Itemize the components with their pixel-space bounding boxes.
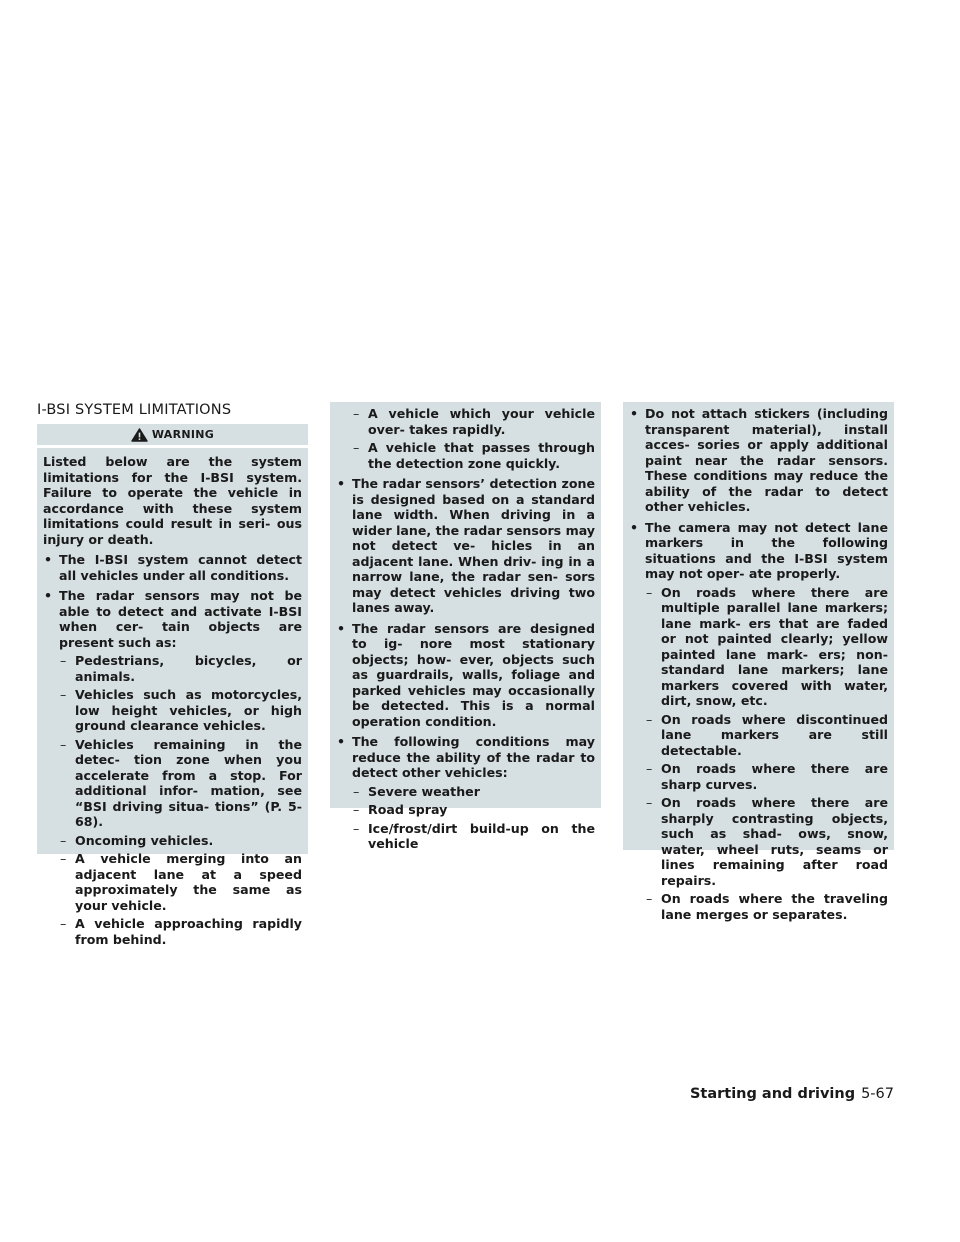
sub-list-item [43, 833, 302, 849]
sub-list-item [43, 851, 302, 913]
bullet-mark: • [44, 588, 53, 603]
sub-list-item [336, 821, 595, 852]
list-item [336, 734, 595, 781]
bullet-mark: • [337, 734, 346, 749]
sub-list-item-text: On roads where the traveling lane merges or separates. [661, 891, 888, 922]
sub-list-item [43, 687, 302, 734]
dash-mark: – [646, 711, 653, 727]
section-title: I-BSI SYSTEM LIMITATIONS [37, 402, 232, 418]
list-item [629, 406, 888, 515]
sub-list-item-text: On roads where discontinued lane markers are still detectable. [661, 711, 888, 758]
list-item [43, 588, 302, 650]
dash-mark: – [60, 916, 67, 931]
dash-mark: – [353, 406, 360, 421]
sub-list-item [336, 406, 595, 437]
sub-list-item-text: Road spray [368, 802, 448, 817]
dash-mark: – [353, 440, 360, 455]
warning-box-column-2 [330, 402, 601, 851]
sub-list-item [629, 761, 888, 792]
list-item [336, 476, 595, 616]
sub-list-item-text: A vehicle merging into an adjacent lane at a speed approximately the same as your vehicle. [75, 851, 302, 913]
bullet-mark: • [630, 519, 639, 535]
dash-mark: – [646, 891, 653, 906]
sub-list-item-text: A vehicle which your vehicle over- takes rapidly. [368, 406, 595, 437]
bullet-mark: • [630, 406, 639, 421]
dash-mark: – [353, 820, 360, 836]
list-item-text: The following conditions may reduce the ability of the radar to detect other vehicles: [352, 734, 595, 780]
sub-list-item [336, 440, 595, 471]
sub-list-item-text: Oncoming vehicles. [75, 832, 214, 848]
dash-mark: – [60, 832, 67, 848]
dash-mark: – [60, 653, 67, 668]
sub-list-item-text: Severe weather [368, 783, 480, 799]
warning-box-column-3 [623, 402, 894, 922]
list-item-text: The radar sensors are designed to ig- nore most stationary objects; how- ever, objects such as guardrails, walls, foliage and parked vehicles may occasionally be detected. This is a normal operation condition. [352, 620, 595, 729]
bullet-mark: • [44, 552, 53, 567]
sub-list-item-text: On roads where there are sharply contrasting objects, such as shad- ows, snow, water, wheel ruts, seams or lines remaining after road repairs. [661, 795, 888, 888]
list-item-text: The radar sensors may not be able to detect and activate I-BSI when cer- tain objects are present such as: [59, 588, 302, 650]
sub-list-item-text: On roads where there are multiple parallel lane markers; lane mark- ers that are faded or not painted clearly; yellow painted lane mark- ers; non-standard lane markers; lane markers covered with water, dirt, snow, etc. [661, 584, 888, 708]
dash-mark: – [353, 783, 360, 799]
sub-list-item [336, 802, 595, 818]
dash-mark: – [646, 584, 653, 600]
sub-list-item [43, 653, 302, 684]
list-item-text: Do not attach stickers (including transparent material), install acces- sories or apply additional paint near the radar sensors. These conditions may reduce the ability of the radar to detect other vehicles. [645, 406, 888, 514]
sub-list-item [629, 712, 888, 759]
dash-mark: – [60, 851, 67, 866]
sub-list-item-text: Vehicles remaining in the detec- tion zone when you accelerate from a stop. For additional infor- mation, see “BSI driving situa- tions” (P. 5-68). [75, 736, 302, 829]
sub-list-item [629, 585, 888, 709]
dash-mark: – [353, 802, 360, 817]
warning-box-column-1 [37, 424, 308, 947]
sub-list-item-text: Vehicles such as motorcycles, low height vehicles, or high ground clearance vehicles. [75, 687, 302, 733]
sub-list-item [43, 737, 302, 830]
dash-mark: – [60, 736, 67, 752]
list-item [336, 621, 595, 730]
sub-list-item-text: Ice/frost/dirt build-up on the vehicle [368, 820, 595, 851]
sub-list-item-text: Pedestrians, bicycles, or animals. [75, 653, 302, 684]
sub-list-item [629, 795, 888, 888]
list-item-text: The camera may not detect lane markers in the following situations and the I-BSI system may not oper- ate properly. [645, 519, 888, 581]
page-footer [690, 1086, 894, 1102]
footer-section-name: Starting and driving [689, 1086, 856, 1102]
sub-list-item [629, 891, 888, 922]
warning-intro: Listed below are the system limitations for the I-BSI system. Failure to operate the vehicle in accordance with these system limitations could result in seri- ous injury or death. [43, 454, 302, 547]
warning-triangle-icon [131, 428, 148, 442]
list-item-text: The I-BSI system cannot detect all vehicles under all conditions. [59, 552, 302, 583]
dash-mark: – [646, 795, 653, 810]
page-number: 5-67 [861, 1086, 894, 1102]
sub-list-item [43, 916, 302, 947]
sub-list-item [336, 784, 595, 800]
sub-list-item-text: A vehicle that passes through the detection zone quickly. [368, 440, 595, 471]
dash-mark: – [646, 761, 653, 776]
sub-list-item-text: On roads where there are sharp curves. [661, 761, 888, 792]
list-item [629, 520, 888, 582]
warning-header [37, 424, 308, 448]
bullet-mark: • [337, 620, 346, 636]
bullet-mark: • [337, 476, 346, 491]
list-item [43, 552, 302, 583]
dash-mark: – [60, 687, 67, 702]
list-item-text: The radar sensors’ detection zone is designed based on a standard lane width. When driving in a wider lane, the radar sensors may not detect ve- hicles in an adjacent lane. When driv- ing in a narrow lane, the radar sen- sors may detect vehicles driving two lanes away. [352, 476, 596, 615]
sub-list-item-text: A vehicle approaching rapidly from behind. [75, 916, 302, 947]
warning-label: WARNING [151, 428, 215, 441]
